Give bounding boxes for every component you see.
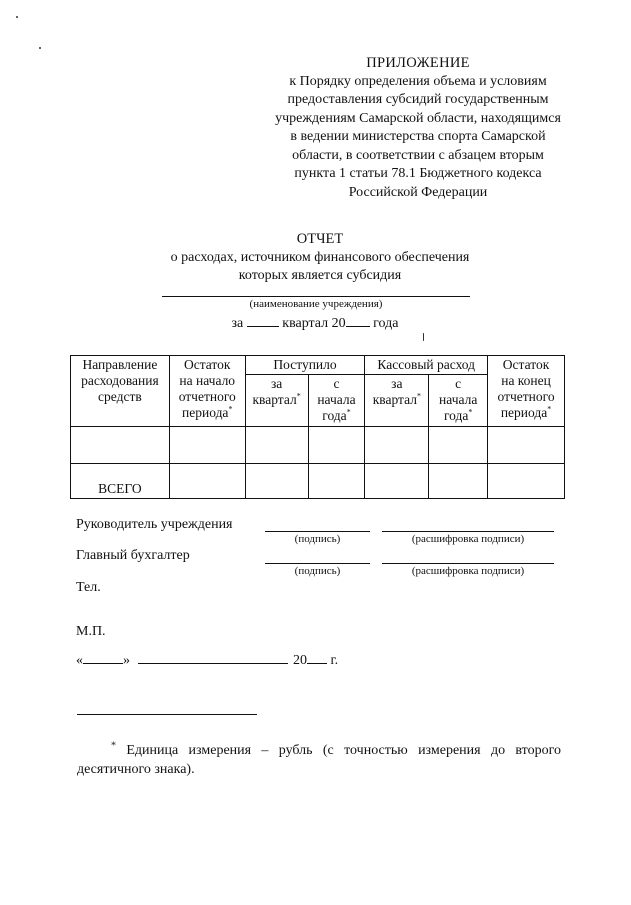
appendix-line: учреждениям Самарской области, находящимся — [275, 110, 561, 126]
year-blank — [346, 313, 370, 327]
header-cash-expense: Кассовый расход — [365, 356, 488, 375]
period-prefix: за — [231, 316, 244, 331]
accountant-signature-caption: (подпись) — [294, 565, 341, 577]
scan-speck — [16, 16, 18, 18]
scan-speck — [39, 47, 41, 49]
report-heading: ОТЧЕТ — [296, 231, 344, 247]
head-decode-caption: (расшифровка подписи) — [411, 533, 525, 545]
head-signature-line — [265, 531, 370, 532]
report-table — [70, 355, 565, 499]
day-blank — [83, 650, 123, 664]
period-suffix: года — [373, 316, 399, 331]
report-subtitle-line: о расходах, источником финансового обеспечения — [170, 249, 470, 265]
appendix-line: пункта 1 статьи 78.1 Бюджетного кодекса — [294, 166, 542, 181]
header-received: Поступило — [245, 356, 365, 375]
header-received-quarter: за квартал* — [245, 375, 308, 427]
phone-label: Тел. — [76, 580, 101, 595]
accountant-label: Главный бухгалтер — [76, 548, 190, 563]
accountant-signature-line — [265, 563, 370, 564]
head-decode-line — [382, 531, 554, 532]
appendix-line: предоставления субсидий государственным — [287, 92, 549, 107]
header-cash-quarter: за квартал* — [365, 375, 429, 427]
total-row — [71, 464, 565, 499]
accountant-decode-caption: (расшифровка подписи) — [411, 565, 525, 577]
header-opening-balance: Остаток на начало отчетного периода* — [169, 356, 245, 427]
appendix-line: в ведении министерства спорта Самарской — [290, 129, 546, 144]
period-middle: квартал 20 — [282, 316, 346, 331]
header-received-year: с начала года* — [308, 375, 365, 427]
institution-name-line — [162, 296, 470, 297]
footnote: * Единица измерения – рубль (с точностью измерения до второго десятичного знака). — [77, 740, 562, 777]
appendix-line: области, в соответствии с абзацем вторым — [292, 147, 544, 163]
header-closing-balance: Остаток на конец отчетного периода* — [488, 356, 565, 427]
stamp-label: М.П. — [76, 624, 106, 639]
footnote-separator — [77, 714, 257, 715]
table-row — [71, 427, 565, 464]
appendix-block — [268, 54, 568, 202]
accountant-decode-line — [382, 563, 554, 564]
report-period — [160, 313, 470, 332]
head-label: Руководитель учреждения — [76, 517, 233, 532]
month-blank — [138, 650, 288, 664]
quarter-blank — [247, 313, 279, 327]
header-direction: Направление расходования средств — [71, 356, 170, 427]
scan-speck — [423, 333, 424, 341]
report-title-block — [120, 230, 520, 286]
appendix-heading: ПРИЛОЖЕНИЕ — [366, 55, 470, 71]
date-year-blank — [307, 650, 327, 664]
date-line: « » 20 г. — [76, 650, 338, 669]
head-signature-caption: (подпись) — [294, 533, 341, 545]
header-cash-year: с начала года* — [429, 375, 488, 427]
appendix-line: к Порядку определения объема и условиям — [289, 73, 547, 89]
report-subtitle-line: которых является субсидия — [238, 268, 402, 283]
total-label: ВСЕГО — [71, 464, 170, 499]
institution-name-caption: (наименование учреждения) — [249, 298, 383, 310]
appendix-line: Российской Федерации — [348, 184, 488, 200]
